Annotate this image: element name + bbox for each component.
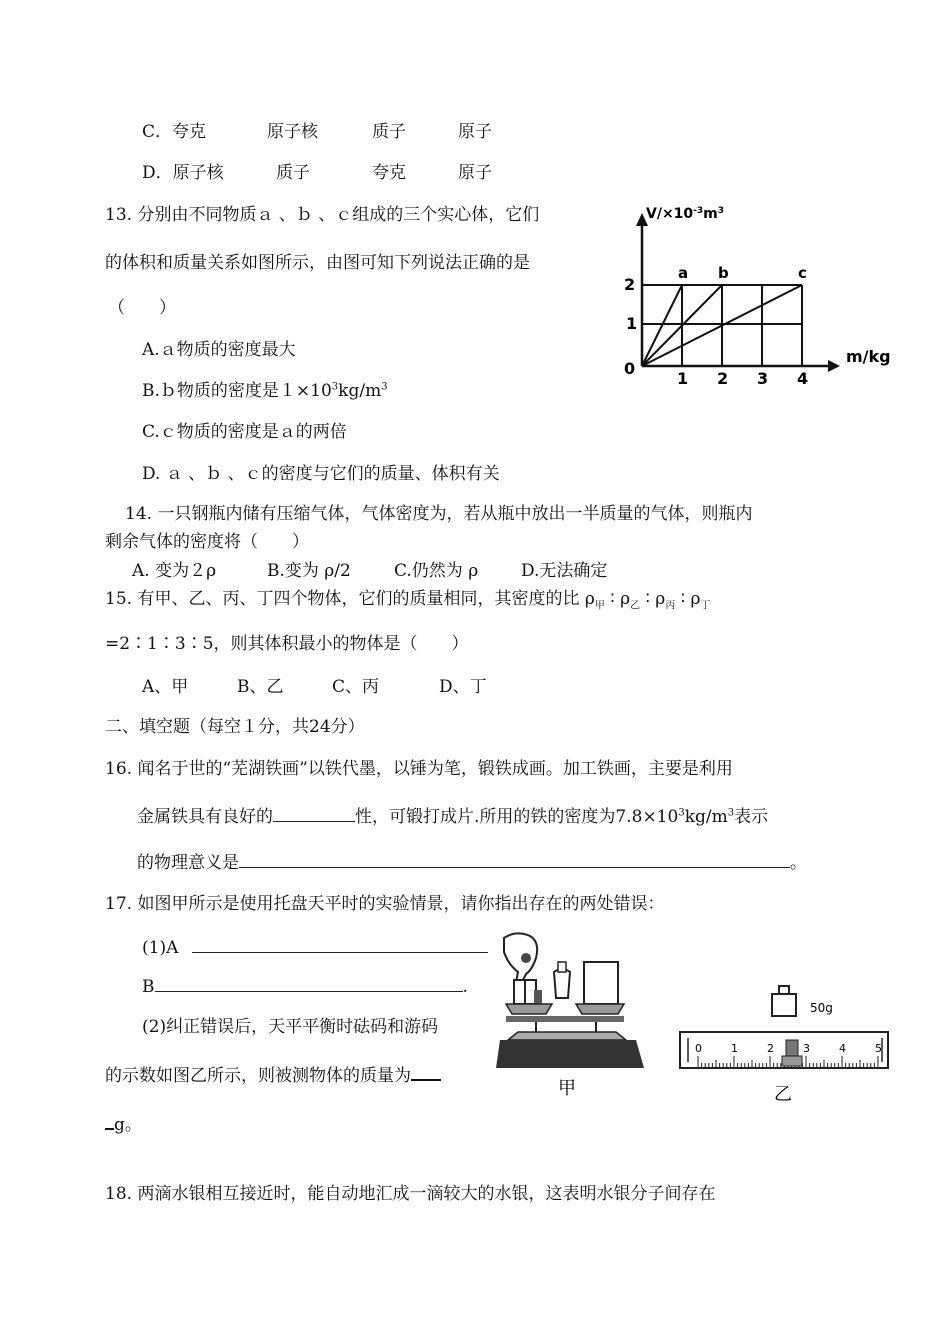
weight-label: 50g: [810, 1001, 833, 1015]
q13-option-c: C.ｃ物质的密度是ａ的两倍: [142, 422, 347, 442]
x-tick-label: 1: [677, 369, 689, 386]
x-tick-label: 4: [797, 369, 809, 386]
q13-option-a: A.ａ物质的密度最大: [142, 340, 296, 360]
object-box: [584, 962, 618, 1004]
q13-stem-line2: 的体积和质量关系如图所示，由图可知下列说法正确的是: [105, 253, 530, 273]
option-text: D．原子核: [142, 163, 224, 183]
y-tick-label: 2: [624, 275, 636, 294]
q15-stem-line1: 15. 有甲、乙、丙、丁四个物体，它们的质量相同，其密度的比 $\rho_甲$ ∶ $\rho_乙$ ∶ $\rho_丙$ ∶ $\rho_丁$: [105, 589, 711, 612]
right-pan: [576, 1004, 624, 1014]
scale-tick-label: 0: [695, 1042, 702, 1055]
q14-options: [132, 560, 607, 582]
q13-volume-mass-graph: [610, 196, 930, 386]
option-text: 质子: [276, 163, 310, 183]
option-text: 原子: [458, 122, 492, 142]
left-pan: [506, 1004, 552, 1014]
q15-stem-line2: =2∶1∶3∶5，则其体积最小的物体是（ ）: [105, 634, 469, 654]
scale-tick-label: 2: [767, 1042, 774, 1055]
scale-tick-label: 1: [731, 1042, 738, 1055]
answer-blank[interactable]: [155, 975, 463, 992]
balance-base: [496, 1040, 644, 1068]
figure-yi-scale: [676, 980, 896, 1106]
q17-stem-line1: 17. 如图甲所示是使用托盘天平时的实验情景，请你指出存在的两处错误：: [105, 894, 665, 914]
q13-option-b: B.ｂ物质的密度是$1\times 10^3kg/m^3$: [142, 381, 388, 401]
q17-part4: g。: [105, 1112, 142, 1136]
q17-part1b: B .: [142, 977, 468, 997]
q12-option-c: [142, 121, 492, 143]
answer-blank[interactable]: [239, 851, 790, 868]
line-a: [642, 285, 682, 366]
answer-blank[interactable]: [105, 1112, 114, 1130]
weight-50g-body: [772, 994, 796, 1016]
q14-stem-line2: 剩余气体的密度将（ ）: [105, 532, 309, 552]
weight-icon: [534, 990, 542, 1004]
option-text: 原子核: [267, 122, 318, 142]
scale-tick-label: 4: [839, 1042, 846, 1055]
q16-stem-line1: 16. 闻名于世的“芜湖铁画”以铁代墨，以锤为笔，锻铁成画。加工铁画，主要是利用: [105, 759, 733, 779]
answer-blank[interactable]: [411, 1063, 441, 1081]
weight-50g-icon: [779, 986, 789, 994]
q15-options: [142, 676, 487, 698]
option-text: 夸克: [372, 163, 406, 183]
x-tick-label: 0: [624, 359, 636, 378]
q12-option-d: [142, 162, 492, 184]
option-text: B.变为 ρ/2: [267, 561, 351, 581]
q13-stem-line1: 13. 分别由不同物质ａ 、ｂ 、ｃ组成的三个实心体，它们: [105, 205, 540, 225]
y-tick-label: 1: [626, 314, 638, 333]
option-text: C、丙: [332, 677, 380, 697]
option-text: 质子: [372, 122, 406, 142]
figure-label-jia: 甲: [558, 1078, 576, 1098]
scale-tick-label: 3: [803, 1042, 810, 1055]
x-axis-label: m/kg: [846, 347, 891, 366]
figure-label-yi: 乙: [774, 1084, 792, 1105]
balance-pillar: [554, 969, 570, 998]
option-text: A. 变为２ρ: [132, 561, 217, 581]
q14-stem-line1: 14. 一只钢瓶内储有压缩气体，气体密度为，若从瓶中放出一半质量的气体，则瓶内: [125, 504, 753, 524]
figure-jia-balance: [496, 928, 656, 1098]
hand-icon-detail: [521, 953, 531, 963]
q17-part1a: (1)A: [142, 936, 488, 959]
q16-stem-line2: 金属铁具有良好的 性，可锻打成片.所用的铁的密度为$7.8\times 10^3kg/m^3$表示: [137, 807, 769, 827]
option-text: A、甲: [142, 677, 189, 697]
q17-part2: (2)纠正错误后，天平平衡时砝码和游码: [142, 1017, 439, 1037]
y-axis-label: $V/\times 10^{-3}m^3$: [646, 206, 725, 222]
option-text: D、丁: [439, 677, 487, 697]
balance-beam: [506, 1016, 624, 1022]
point-label-c: c: [798, 264, 807, 282]
answer-blank[interactable]: [273, 805, 355, 822]
option-text: B、乙: [237, 677, 284, 697]
option-text: C.仍然为 ρ: [394, 561, 479, 581]
q13-answer-paren: （ ）: [108, 298, 176, 318]
q16-stem-line3: 的物理意义是 。: [137, 853, 807, 873]
x-tick-label: 3: [757, 369, 769, 386]
option-text: 原子: [458, 163, 492, 183]
scale-tick-label: 5: [875, 1042, 882, 1055]
q13-option-d: D. ａ 、ｂ 、ｃ的密度与它们的质量、体积有关: [142, 464, 500, 484]
balance-base-top: [508, 1032, 626, 1040]
point-label-a: a: [678, 264, 689, 282]
x-tick-label: 2: [717, 369, 729, 386]
q18-stem-line1: 18. 两滴水银相互接近时，能自动地汇成一滴较大的水银，这表明水银分子间存在: [105, 1184, 716, 1204]
answer-blank[interactable]: [192, 936, 488, 953]
option-text: C．夸克: [142, 122, 207, 142]
hand-icon: [504, 933, 537, 982]
point-label-b: b: [718, 264, 729, 282]
section-heading: 二、填空题（每空１分，共24分）: [105, 717, 365, 737]
option-text: D.无法确定: [521, 561, 608, 581]
x-axis-arrow: [828, 360, 840, 372]
q17-part3: 的示数如图乙所示，则被测物体的质量为: [105, 1063, 441, 1087]
